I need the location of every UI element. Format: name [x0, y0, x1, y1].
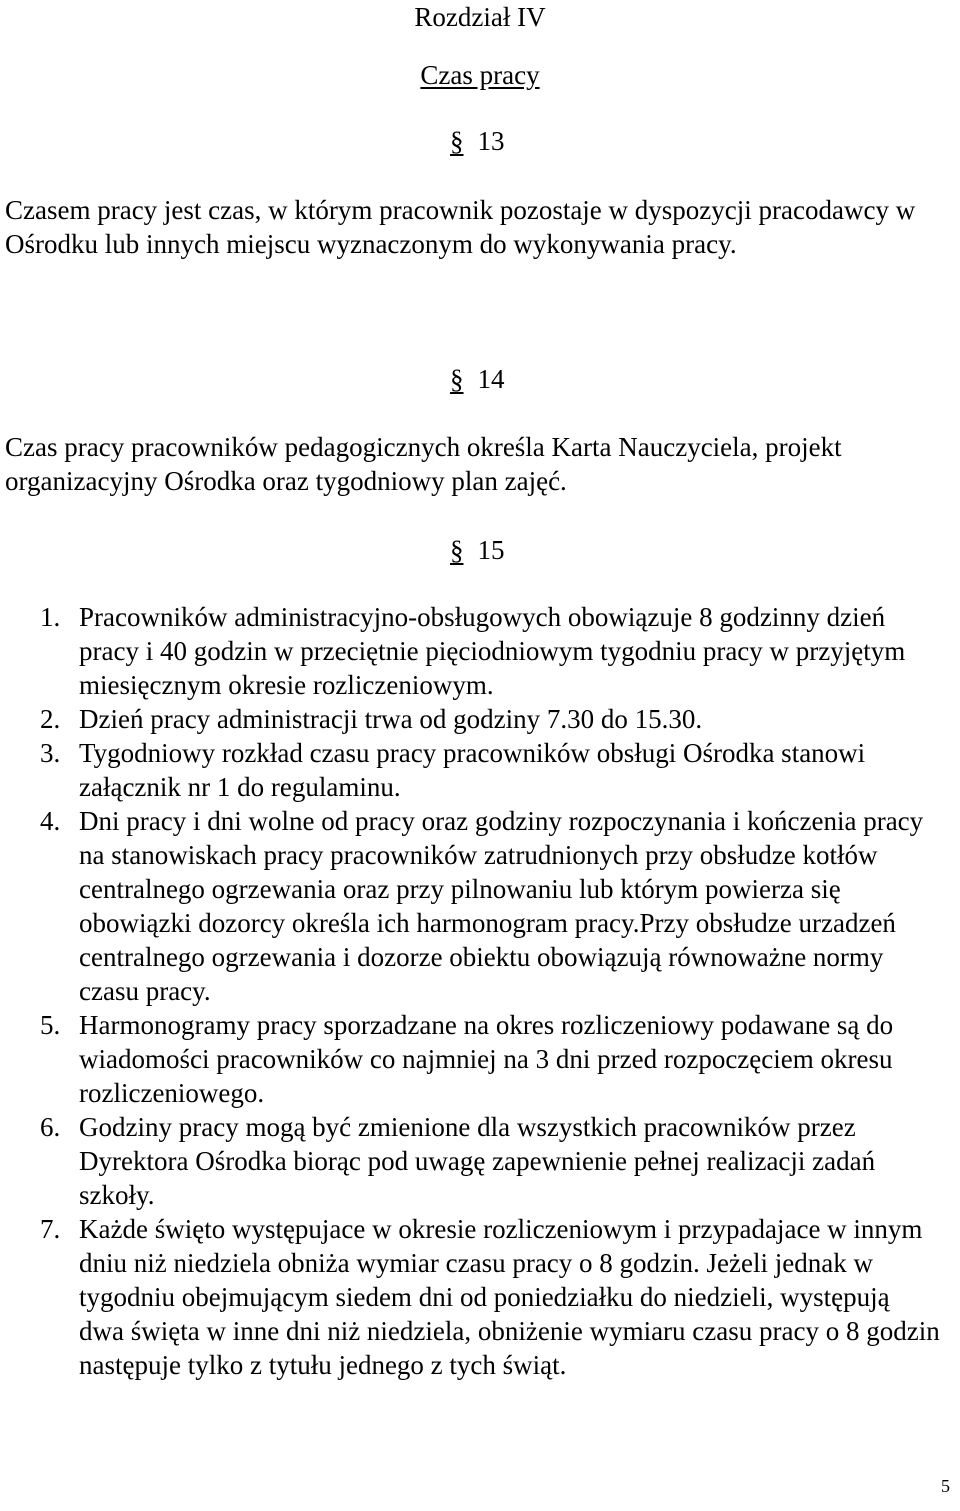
list-item-number: 7.: [40, 1214, 61, 1244]
list-item-text: Dzień pracy administracji trwa od godziny 7.30 do 15.30.: [79, 704, 703, 734]
list-item-number: 3.: [40, 738, 61, 768]
section-14-heading: [450, 362, 505, 396]
page-number: 5: [941, 1476, 950, 1496]
list-item-text: Tygodniowy rozkład czasu pracy pracowników obsługi Ośrodka stanowi załącznik nr 1 do regulaminu.: [79, 738, 866, 802]
section-number: 13: [477, 126, 505, 156]
section-number: 15: [477, 535, 505, 565]
list-item-number: 1.: [40, 602, 61, 632]
list-item: [40, 1008, 940, 1110]
list-item-number: 6.: [40, 1112, 61, 1142]
section-13-heading: [450, 124, 505, 158]
list-item: [40, 804, 940, 1008]
section-15-list: [40, 600, 940, 1382]
chapter-title: Czas pracy: [420, 60, 540, 90]
list-item-text: Pracowników administracyjno-obsługowych obowiązuje 8 godzinny dzień pracy i 40 godzin w przeciętnie pięciodniowym tygodniu pracy w przyjętym miesięcznym okresie rozliczeniowym.: [79, 602, 906, 700]
list-item: [40, 702, 940, 736]
list-item-number: 5.: [40, 1010, 61, 1040]
section-symbol: §: [450, 535, 464, 565]
section-symbol: §: [450, 126, 464, 156]
list-item: [40, 1110, 940, 1212]
list-item-text: Godziny pracy mogą być zmienione dla wszystkich pracowników przez Dyrektora Ośrodka biorąc pod uwagę zapewnienie pełnej realizacji zadań szkoły.: [79, 1112, 876, 1210]
list-item: [40, 736, 940, 804]
list-item: [40, 1212, 940, 1382]
list-item-text: Harmonogramy pracy sporzadzane na okres rozliczeniowy podawane są do wiadomości pracowników co najmniej na 3 dni przed rozpoczęciem okresu rozliczeniowego.: [79, 1010, 894, 1108]
list-item: [40, 600, 940, 702]
section-13-text: Czasem pracy jest czas, w którym pracownik pozostaje w dyspozycji pracodawcy w Ośrodku lub innych miejscu wyznaczonym do wykonywania pracy.: [5, 195, 916, 259]
list-item-text: Dni pracy i dni wolne od pracy oraz godziny rozpoczynania i kończenia pracy na stanowiskach pracy pracowników zatrudnionych przy obsłudze kotłów centralnego ogrzewania oraz przy pilnowaniu lub którym powierza się obowiązki dozorcy określa ich harmonogram pracy.Przy obsłudze urzadzeń centralnego ogrzewania i dozorze obiektu obowiązują równoważne normy czasu pracy.: [79, 806, 924, 1006]
chapter-label: Rozdział IV: [414, 2, 546, 32]
section-symbol: §: [450, 364, 464, 394]
section-15-heading: [450, 533, 505, 567]
section-number: 14: [477, 364, 505, 394]
list-item-number: 4.: [40, 806, 61, 836]
section-14-text: Czas pracy pracowników pedagogicznych określa Karta Nauczyciela, projekt organizacyjny Ośrodka oraz tygodniowy plan zajęć.: [5, 432, 842, 496]
list-item-number: 2.: [40, 704, 61, 734]
list-item-text: Każde święto występujace w okresie rozliczeniowym i przypadajace w innym dniu niż niedziela obniża wymiar czasu pracy o 8 godzin. Jeżeli jednak w tygodniu obejmującym siedem dni od poniedziałku do niedzieli, występują dwa święta w inne dni niż niedziela, obniżenie wymiaru czasu pracy o 8 godzin następuje tylko z tytułu jednego z tych świąt.: [79, 1214, 940, 1380]
